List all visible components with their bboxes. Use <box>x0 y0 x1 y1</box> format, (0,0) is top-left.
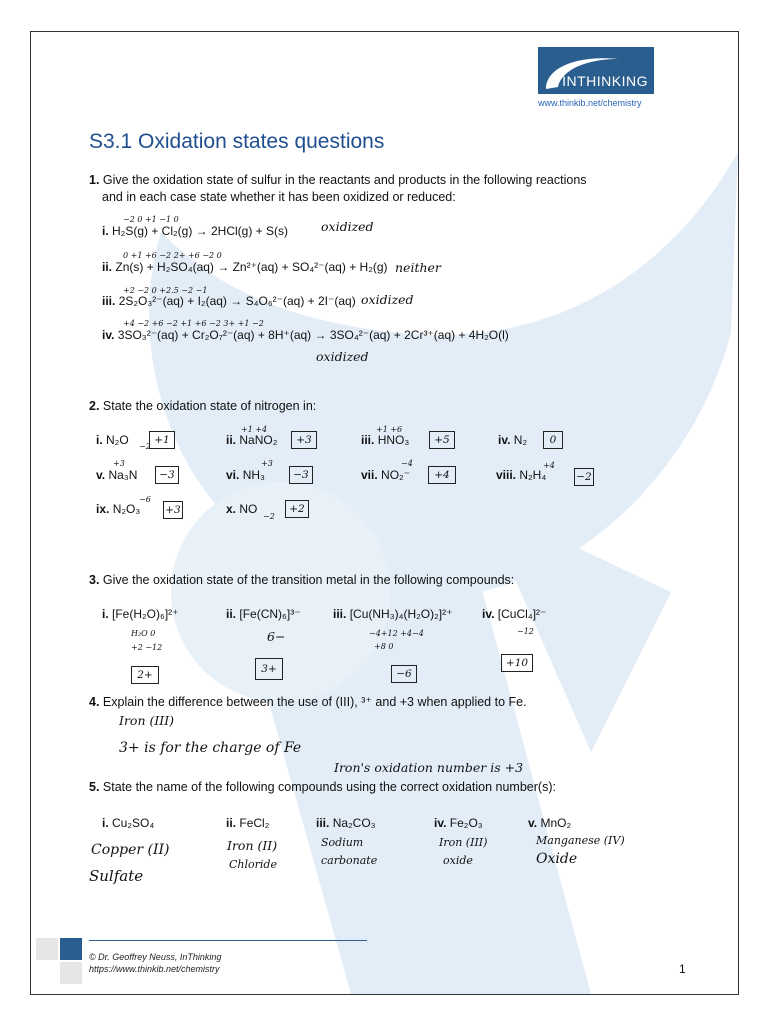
q1-reaction-iv: iv. 3SO₃²⁻(aq) + Cr₂O₇²⁻(aq) + 8H⁺(aq) → 3SO₄²⁻(aq) + 2Cr³⁺(aq) + 4H₂O(l) <box>102 328 509 342</box>
q2-answer-box: −3 <box>155 466 179 484</box>
q1-prompt: 1. Give the oxidation state of sulfur in the reactants and products in the following reactions <box>89 173 587 187</box>
q3-prompt: 3. Give the oxidation state of the transition metal in the following compounds: <box>89 573 515 587</box>
q3-answer-box: +10 <box>501 654 533 672</box>
logo-url[interactable]: www.thinkib.net/chemistry <box>538 98 642 108</box>
q2-answer-box: +3 <box>291 431 317 449</box>
logo-wordmark: INTHINKING <box>562 73 648 89</box>
q2-prompt: 2. State the oxidation state of nitrogen in: <box>89 399 317 413</box>
q4-handwritten-line2: 3+ is for the charge of Fe <box>119 740 302 756</box>
q3-answer-box: 2+ <box>131 666 159 684</box>
footer-copyright: © Dr. Geoffrey Neuss, InThinking <box>89 952 222 962</box>
q1-iv-annotation: +4 −2 +6 −2 +1 +6 −2 3+ +1 −2 <box>123 319 264 328</box>
q1-reaction-iii: iii. 2S₂O₃²⁻(aq) + I₂(aq) → S₄O₆²⁻(aq) + 2I⁻(aq) <box>102 294 356 308</box>
footer-url[interactable]: https://www.thinkib.net/chemistry <box>89 964 220 974</box>
q2-answer-box: +4 <box>428 466 456 484</box>
footer-square-gray-2 <box>60 962 82 984</box>
q1-i-annotation: −2 0 +1 −1 0 <box>123 215 179 224</box>
footer-divider <box>89 940 367 941</box>
q1-prompt-line2: and in each case state whether it has been oxidized or reduced: <box>102 190 456 204</box>
q2-answer-box: 0 <box>543 431 563 449</box>
q1-reaction-ii: ii. Zn(s) + H₂SO₄(aq) → Zn²⁺(aq) + SO₄²⁻(aq) + H₂(g) <box>102 260 388 274</box>
inthinking-logo <box>538 47 654 94</box>
footer-square-blue <box>60 938 82 960</box>
q4-handwritten-line1: Iron (III) <box>119 713 175 728</box>
q1-i-answer: oxidized <box>321 219 374 234</box>
q2-answer-box: +5 <box>429 431 455 449</box>
footer-credit <box>89 951 221 975</box>
q1-ii-answer: neither <box>395 260 441 275</box>
page-number: 1 <box>679 962 686 976</box>
q2-answer-box: −3 <box>289 466 313 484</box>
q2-answer-box: +3 <box>163 501 183 519</box>
q4-prompt: 4. Explain the difference between the use of (III), ³⁺ and +3 when applied to Fe. <box>89 695 527 709</box>
q1-reaction-i: i. H₂S(g) + Cl₂(g) → 2HCl(g) + S(s) <box>102 224 289 238</box>
q1-iii-annotation: +2 −2 0 +2.5 −2 −1 <box>123 286 208 295</box>
q2-answer-box: +2 <box>285 500 309 518</box>
q1-iii-answer: oxidized <box>361 292 414 307</box>
q5-prompt: 5. State the name of the following compounds using the correct oxidation number(s): <box>89 780 556 794</box>
q4-handwritten-line3: Iron's oxidation number is +3 <box>334 760 524 775</box>
q2-answer-box: −2 <box>574 468 594 486</box>
footer-square-gray <box>36 938 58 960</box>
q1-iv-answer: oxidized <box>316 349 369 364</box>
q2-answer-box: +1 <box>149 431 175 449</box>
q3-answer-box: −6 <box>391 665 417 683</box>
q1-ii-annotation: 0 +1 +6 −2 2+ +6 −2 0 <box>123 251 222 260</box>
page-title: S3.1 Oxidation states questions <box>89 130 385 153</box>
worksheet-page: INTHINKING www.thinkib.net/chemistry S3.1 Oxidation states questions 1. Give the oxidation state of sulfur in the reactants and products in the following reactions and in each case state whether it has been oxidized or reduced: −2 0 +1 −1 0 i. H₂S(g) + Cl₂(g) → 2HCl(g) + S(s) oxidized 0 +1 +6 −2 2+ +6 −2 0 ii. Zn(s) + H₂SO₄(aq) → Zn²⁺(aq) + SO₄²⁻(aq) + H₂(g) neither +2 −2 0 +2.5 −2 −1 iii. 2S₂O₃²⁻(aq) + I₂(aq) → S₄O₆²⁻(aq) + 2I⁻(aq) oxidized +4 −2 +6 −2 +1 +6 −2 3+ +1 −2 iv. 3SO₃²⁻(aq) + Cr₂O₇²⁻(aq) + 8H⁺(aq) → 3SO₄²⁻(aq) + 2Cr³⁺(aq) + 4H₂O(l) oxidized 2. State the oxidation state of nitrogen in: i. N₂O −2 +1 ii. NaNO₂ +1 +4 +3 iii. HNO₃ +1 +6 +5 iv. N₂ 0 v. Na₃N +3 −3 vi. NH₃ +3 −3 vii. NO₂⁻ −4 +4 viii. N₂H₄ +4 −2 ix. N₂O₃ −6 +3 x. NO −2 +2 3. Give the oxidation state of the transition metal in the following compounds: i. [Fe(H₂O)₆]²⁺ H₂O 0 +2 −12 2+ ii. [Fe(CN)₆]³⁻ 6− 3+ iii. [Cu(NH₃)₄(H₂O)₂]²⁺ −4+12 +4−4 +8 0 −6 iv. [CuCl₄]²⁻ −12 +10 4. Explain the difference between the use of (III), ³⁺ and +3 when applied to Fe. Iron (III) 3+ is for the charge of Fe Iron's oxidation number is +3 5. State the name of the following compounds using the correct oxidation number(s): i. Cu₂SO₄ Copper (II) Sulfate ii. FeCl₂ Iron (II) Chloride iii. Na₂CO₃ Sodium carbonate iv. Fe₂O₃ Iron (III) oxide v. MnO₂ Manganese (IV) Oxide © Dr. Geoffrey Neuss, InThinking https://www.thinkib.net/chemistry 1 <box>30 31 739 995</box>
q1-prompt-line1: Give the oxidation state of sulfur in the reactants and products in the following reactions <box>102 173 587 187</box>
q3-answer-box: 3+ <box>255 658 283 680</box>
